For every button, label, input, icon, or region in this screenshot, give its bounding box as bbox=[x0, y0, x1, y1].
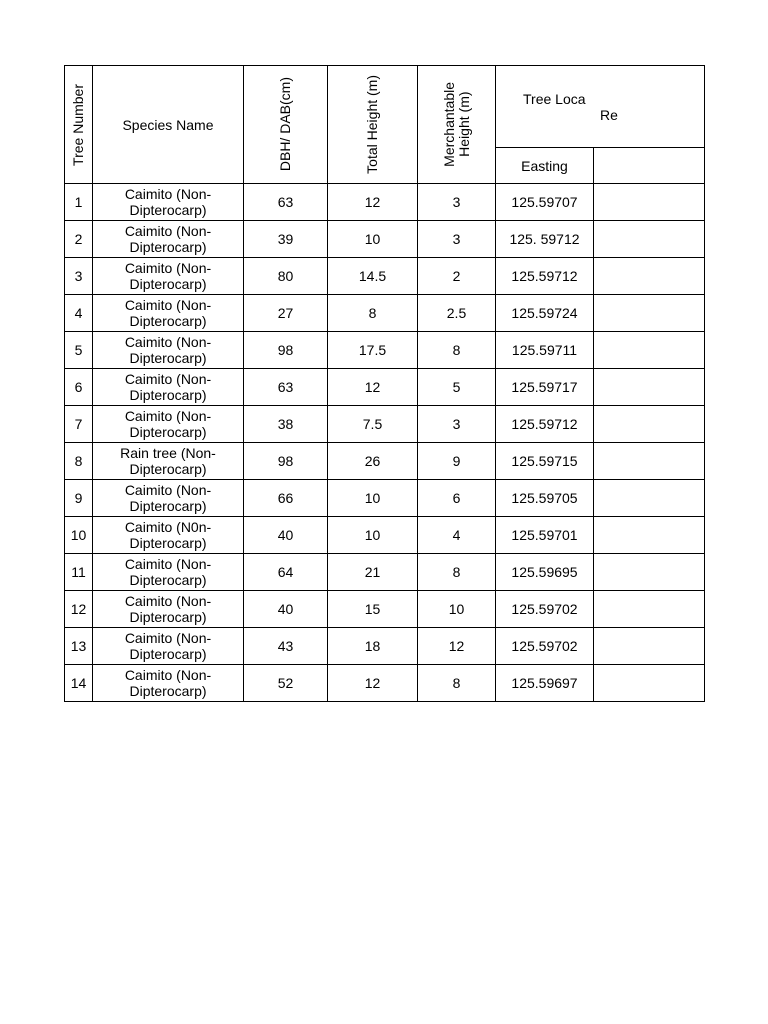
northing-cell bbox=[594, 443, 705, 480]
dbh-cell: 40 bbox=[244, 591, 328, 628]
total-height-cell: 12 bbox=[328, 184, 418, 221]
tree-inventory-table bbox=[64, 65, 705, 702]
northing-cell bbox=[594, 295, 705, 332]
merchantable-height-cell: 4 bbox=[418, 517, 496, 554]
dbh-cell: 80 bbox=[244, 258, 328, 295]
species-line-1: Caimito (Non- bbox=[124, 370, 212, 387]
easting-cell: 125.59701 bbox=[496, 517, 594, 554]
header-tree-number: Tree Number bbox=[65, 66, 93, 184]
northing-cell bbox=[594, 554, 705, 591]
easting-cell: 125.59695 bbox=[496, 554, 594, 591]
species-cell bbox=[93, 184, 244, 221]
species-line-1: Caimito (Non- bbox=[124, 481, 212, 498]
table-row bbox=[65, 628, 705, 665]
total-height-cell: 17.5 bbox=[328, 332, 418, 369]
species-cell bbox=[93, 628, 244, 665]
merchantable-height-cell: 2 bbox=[418, 258, 496, 295]
merchantable-height-cell: 3 bbox=[418, 221, 496, 258]
dbh-cell: 40 bbox=[244, 517, 328, 554]
table-header bbox=[65, 66, 705, 184]
tree-number-cell: 8 bbox=[65, 443, 93, 480]
species-line-1: Caimito (Non- bbox=[124, 592, 212, 609]
table-row bbox=[65, 369, 705, 406]
tree-number-cell: 12 bbox=[65, 591, 93, 628]
dbh-cell: 63 bbox=[244, 184, 328, 221]
species-line-1: Caimito (Non- bbox=[124, 296, 212, 313]
header-total-height: Total Height (m) bbox=[328, 66, 418, 184]
merchantable-height-cell: 8 bbox=[418, 554, 496, 591]
dbh-cell: 38 bbox=[244, 406, 328, 443]
easting-cell: 125.59715 bbox=[496, 443, 594, 480]
header-merchantable-height: Merchantable Height (m) bbox=[418, 66, 496, 184]
table-row bbox=[65, 221, 705, 258]
species-line-1: Caimito (Non- bbox=[124, 407, 212, 424]
table-viewport bbox=[64, 65, 618, 705]
species-line-1: Caimito (Non- bbox=[124, 333, 212, 350]
species-line-1: Caimito (N0n- bbox=[124, 518, 212, 535]
easting-cell: 125.59724 bbox=[496, 295, 594, 332]
table-row bbox=[65, 332, 705, 369]
northing-cell bbox=[594, 406, 705, 443]
total-height-cell: 12 bbox=[328, 665, 418, 702]
species-cell bbox=[93, 221, 244, 258]
species-cell bbox=[93, 591, 244, 628]
species-line-2: Dipterocarp) bbox=[129, 460, 207, 477]
total-height-cell: 10 bbox=[328, 221, 418, 258]
header-northing-hidden bbox=[594, 148, 705, 184]
merchantable-height-cell: 5 bbox=[418, 369, 496, 406]
merchantable-height-cell: 3 bbox=[418, 406, 496, 443]
species-line-2: Dipterocarp) bbox=[129, 201, 207, 218]
merchantable-height-cell: 2.5 bbox=[418, 295, 496, 332]
tree-number-cell: 3 bbox=[65, 258, 93, 295]
northing-cell bbox=[594, 591, 705, 628]
header-dbh: DBH/ DAB(cm) bbox=[244, 66, 328, 184]
merchantable-height-cell: 9 bbox=[418, 443, 496, 480]
total-height-cell: 7.5 bbox=[328, 406, 418, 443]
northing-cell bbox=[594, 665, 705, 702]
tree-number-cell: 4 bbox=[65, 295, 93, 332]
total-height-cell: 26 bbox=[328, 443, 418, 480]
northing-cell bbox=[594, 332, 705, 369]
table-row bbox=[65, 517, 705, 554]
tree-number-cell: 13 bbox=[65, 628, 93, 665]
easting-cell: 125.59702 bbox=[496, 628, 594, 665]
table-row bbox=[65, 480, 705, 517]
species-cell bbox=[93, 554, 244, 591]
northing-cell bbox=[594, 480, 705, 517]
table-row bbox=[65, 258, 705, 295]
table-row bbox=[65, 665, 705, 702]
species-cell bbox=[93, 369, 244, 406]
species-cell bbox=[93, 443, 244, 480]
total-height-cell: 10 bbox=[328, 480, 418, 517]
species-line-1: Caimito (Non- bbox=[124, 555, 212, 572]
easting-cell: 125.59711 bbox=[496, 332, 594, 369]
merchantable-height-cell: 10 bbox=[418, 591, 496, 628]
dbh-cell: 63 bbox=[244, 369, 328, 406]
merchantable-height-cell: 6 bbox=[418, 480, 496, 517]
easting-cell: 125.59707 bbox=[496, 184, 594, 221]
tree-number-cell: 2 bbox=[65, 221, 93, 258]
tree-number-cell: 7 bbox=[65, 406, 93, 443]
dbh-cell: 66 bbox=[244, 480, 328, 517]
total-height-cell: 8 bbox=[328, 295, 418, 332]
easting-cell: 125.59697 bbox=[496, 665, 594, 702]
species-line-2: Dipterocarp) bbox=[129, 682, 207, 699]
species-line-2: Dipterocarp) bbox=[129, 386, 207, 403]
easting-cell: 125.59702 bbox=[496, 591, 594, 628]
easting-cell: 125.59712 bbox=[496, 258, 594, 295]
species-line-1: Caimito (Non- bbox=[124, 222, 212, 239]
header-easting: Easting bbox=[496, 148, 594, 184]
tree-number-cell: 1 bbox=[65, 184, 93, 221]
dbh-cell: 64 bbox=[244, 554, 328, 591]
species-line-1: Caimito (Non- bbox=[124, 185, 212, 202]
total-height-cell: 12 bbox=[328, 369, 418, 406]
species-line-2: Dipterocarp) bbox=[129, 349, 207, 366]
northing-cell bbox=[594, 628, 705, 665]
merchantable-height-cell: 8 bbox=[418, 332, 496, 369]
species-cell bbox=[93, 295, 244, 332]
species-cell bbox=[93, 480, 244, 517]
merchantable-height-cell: 8 bbox=[418, 665, 496, 702]
tree-number-cell: 6 bbox=[65, 369, 93, 406]
tree-number-cell: 5 bbox=[65, 332, 93, 369]
species-line-2: Dipterocarp) bbox=[129, 423, 207, 440]
species-line-1: Caimito (Non- bbox=[124, 666, 212, 683]
dbh-cell: 98 bbox=[244, 332, 328, 369]
table-row bbox=[65, 295, 705, 332]
species-line-1: Rain tree (Non- bbox=[120, 444, 216, 461]
easting-cell: 125.59717 bbox=[496, 369, 594, 406]
total-height-cell: 14.5 bbox=[328, 258, 418, 295]
table-row bbox=[65, 443, 705, 480]
species-cell bbox=[93, 517, 244, 554]
total-height-cell: 18 bbox=[328, 628, 418, 665]
tree-number-cell: 9 bbox=[65, 480, 93, 517]
tree-number-cell: 10 bbox=[65, 517, 93, 554]
species-line-2: Dipterocarp) bbox=[129, 497, 207, 514]
table-body bbox=[65, 184, 705, 702]
species-line-2: Dipterocarp) bbox=[129, 275, 207, 292]
easting-cell: 125.59712 bbox=[496, 406, 594, 443]
table-row bbox=[65, 184, 705, 221]
species-line-2: Dipterocarp) bbox=[129, 571, 207, 588]
northing-cell bbox=[594, 369, 705, 406]
total-height-cell: 15 bbox=[328, 591, 418, 628]
species-line-2: Dipterocarp) bbox=[129, 238, 207, 255]
northing-cell bbox=[594, 184, 705, 221]
table-row bbox=[65, 591, 705, 628]
header-tree-location: Tree Loca Re bbox=[496, 66, 705, 148]
total-height-cell: 21 bbox=[328, 554, 418, 591]
merchantable-height-cell: 12 bbox=[418, 628, 496, 665]
header-species-name: Species Name bbox=[93, 66, 244, 184]
species-cell bbox=[93, 406, 244, 443]
northing-cell bbox=[594, 517, 705, 554]
dbh-cell: 52 bbox=[244, 665, 328, 702]
dbh-cell: 98 bbox=[244, 443, 328, 480]
easting-cell: 125.59705 bbox=[496, 480, 594, 517]
northing-cell bbox=[594, 221, 705, 258]
species-line-2: Dipterocarp) bbox=[129, 645, 207, 662]
species-cell bbox=[93, 258, 244, 295]
tree-number-cell: 14 bbox=[65, 665, 93, 702]
dbh-cell: 43 bbox=[244, 628, 328, 665]
dbh-cell: 27 bbox=[244, 295, 328, 332]
merchantable-height-cell: 3 bbox=[418, 184, 496, 221]
species-cell bbox=[93, 665, 244, 702]
species-line-1: Caimito (Non- bbox=[124, 259, 212, 276]
species-line-1: Caimito (Non- bbox=[124, 629, 212, 646]
species-cell bbox=[93, 332, 244, 369]
tree-number-cell: 11 bbox=[65, 554, 93, 591]
species-line-2: Dipterocarp) bbox=[129, 608, 207, 625]
dbh-cell: 39 bbox=[244, 221, 328, 258]
species-line-2: Dipterocarp) bbox=[129, 534, 207, 551]
table-row bbox=[65, 554, 705, 591]
table-row bbox=[65, 406, 705, 443]
easting-cell: 125. 59712 bbox=[496, 221, 594, 258]
total-height-cell: 10 bbox=[328, 517, 418, 554]
species-line-2: Dipterocarp) bbox=[129, 312, 207, 329]
northing-cell bbox=[594, 258, 705, 295]
